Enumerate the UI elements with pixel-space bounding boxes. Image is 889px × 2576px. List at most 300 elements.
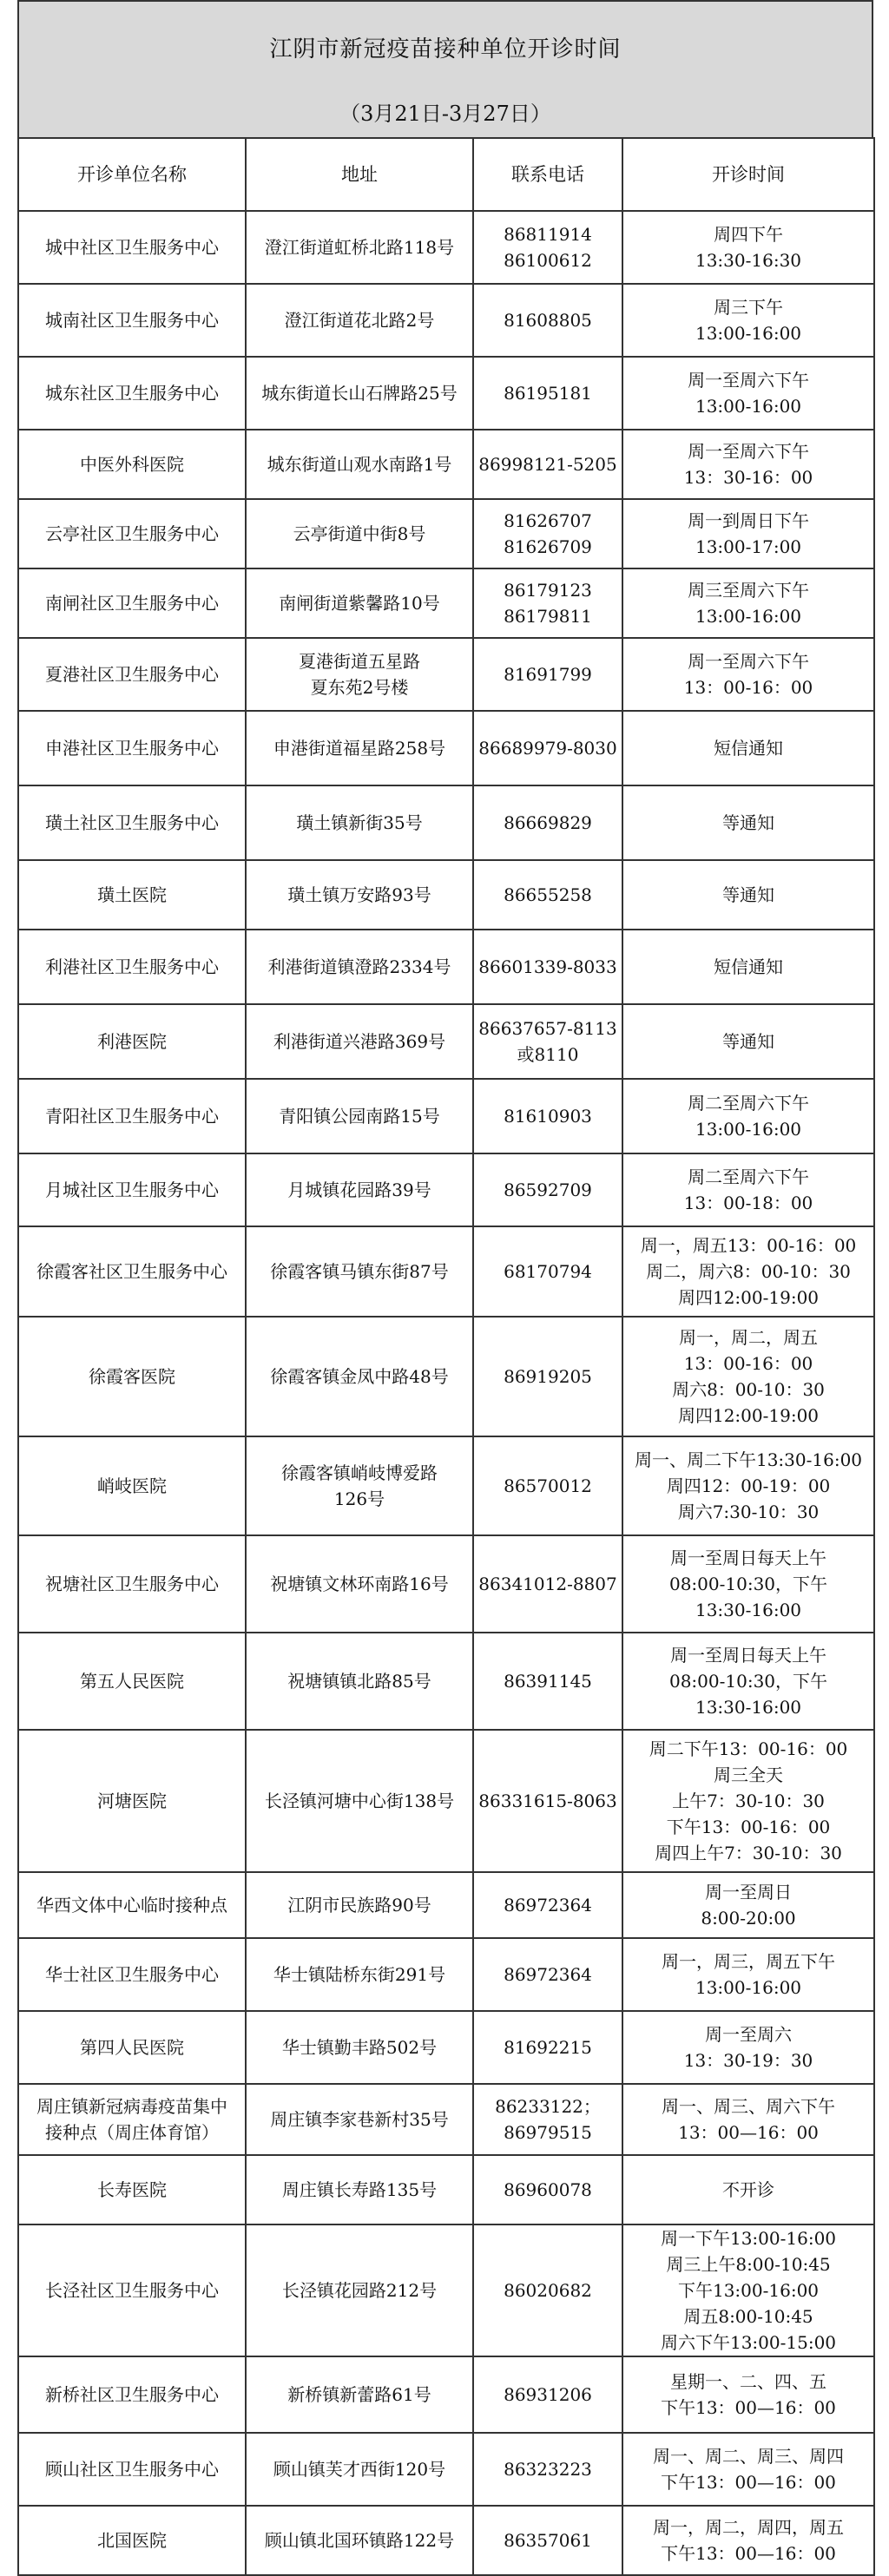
hours-line: 周一到周日下午 [688, 510, 809, 531]
cell-hours [622, 284, 874, 357]
cell-address [246, 1004, 473, 1079]
table-row [18, 711, 874, 785]
hours-line: 13：30-19：30 [683, 2050, 813, 2071]
name-line: 接种点（周庄体育馆） [45, 2122, 219, 2143]
hours-line: 上午7：30-10：30 [672, 1791, 825, 1811]
cell-hours [622, 638, 874, 711]
cell-hours [622, 711, 874, 785]
cell-name [18, 860, 246, 930]
hours-line: 周一、周三、周六下午 [662, 2096, 835, 2117]
phone-line: 86979515 [504, 2122, 592, 2143]
address-line: 顾山镇芙才西街120号 [273, 2459, 446, 2480]
cell-name [18, 1872, 246, 1938]
cell-address [246, 2224, 473, 2356]
address-line: 澄江街道花北路2号 [284, 310, 435, 331]
hours-line: 星期一、二、四、五 [670, 2371, 826, 2392]
cell-name [18, 284, 246, 357]
table-header-row [18, 138, 874, 211]
hours-line: 周一、周二下午13:30-16:00 [634, 1449, 863, 1470]
name-line: 徐霞客社区卫生服务中心 [36, 1261, 227, 1282]
cell-hours [622, 430, 874, 499]
cell-name [18, 1633, 246, 1730]
hours-line: 13：00—16：00 [678, 2122, 819, 2143]
phone-line: 86972364 [504, 1964, 592, 1985]
cell-address [246, 1079, 473, 1153]
hours-line: 下午13：00—16：00 [661, 2543, 836, 2564]
address-line: 长泾镇河塘中心街138号 [264, 1791, 455, 1811]
address-line: 周庄镇李家巷新村35号 [270, 2109, 449, 2130]
cell-address [246, 2506, 473, 2575]
name-line: 利港医院 [97, 1031, 167, 1052]
hours-line: 周四下午 [714, 224, 783, 245]
cell-name [18, 1153, 246, 1226]
table-row [18, 1004, 874, 1079]
hours-line: 不开诊 [722, 2179, 774, 2200]
cell-name [18, 785, 246, 860]
address-line: 祝塘镇文林环南路16号 [270, 1574, 449, 1594]
cell-name [18, 2506, 246, 2575]
cell-hours [622, 1436, 874, 1535]
phone-line: 86669829 [504, 812, 592, 833]
cell-address [246, 499, 473, 568]
name-line: 新桥社区卫生服务中心 [45, 2384, 219, 2405]
phone-line: 86233122； [495, 2096, 601, 2117]
hours-line: 周三全天 [714, 1764, 783, 1785]
address-line: 澄江街道虹桥北路118号 [264, 237, 455, 258]
hours-line: 周五8:00-10:45 [683, 2306, 813, 2327]
cell-phone [473, 2084, 622, 2155]
cell-name [18, 2084, 246, 2155]
cell-phone [473, 568, 622, 638]
address-line: 徐霞客镇峭岐博爱路 [281, 1462, 438, 1483]
address-line: 城东街道长山石牌路25号 [261, 383, 458, 404]
phone-line: 86998121-5205 [478, 454, 617, 475]
hours-line: 等通知 [722, 812, 774, 833]
cell-phone [473, 2224, 622, 2356]
phone-line: 86570012 [504, 1475, 592, 1496]
cell-name [18, 1436, 246, 1535]
hours-line: 下午13：00-16：00 [666, 1817, 831, 1837]
address-line: 祝塘镇镇北路85号 [287, 1671, 431, 1692]
cell-phone [473, 1226, 622, 1317]
cell-hours [622, 1730, 874, 1872]
cell-address [246, 2155, 473, 2224]
table-row [18, 2356, 874, 2433]
cell-name [18, 211, 246, 284]
address-line: 申港街道福星路258号 [273, 738, 446, 759]
hours-line: 周一下午13:00-16:00 [660, 2228, 837, 2249]
hours-line: 下午13：00—16：00 [661, 2397, 836, 2418]
hours-line: 周一，周二，周四，周五 [653, 2517, 844, 2538]
cell-hours [622, 1535, 874, 1633]
cell-hours [622, 1938, 874, 2011]
name-line: 徐霞客医院 [89, 1366, 175, 1387]
cell-hours [622, 1004, 874, 1079]
cell-phone [473, 357, 622, 430]
cell-hours [622, 2011, 874, 2084]
name-line: 城南社区卫生服务中心 [45, 310, 219, 331]
cell-hours [622, 211, 874, 284]
cell-name [18, 1079, 246, 1153]
cell-name [18, 430, 246, 499]
table-row [18, 1730, 874, 1872]
cell-phone [473, 1079, 622, 1153]
cell-address [246, 1633, 473, 1730]
address-line: 云亭街道中街8号 [293, 523, 426, 544]
phone-line: 86341012-8807 [478, 1574, 617, 1594]
phone-line: 81691799 [504, 664, 592, 685]
hours-line: 周三下午 [714, 297, 783, 318]
cell-hours [622, 1226, 874, 1317]
hours-line: 周一至周六下午 [688, 370, 809, 391]
cell-address [246, 1730, 473, 1872]
cell-phone [473, 930, 622, 1004]
phone-line: 86811914 [504, 224, 592, 245]
cell-name [18, 2433, 246, 2506]
phone-line: 81626707 [504, 510, 592, 531]
hours-line: 周二下午13：00-16：00 [649, 1738, 848, 1759]
table-row [18, 1938, 874, 2011]
cell-phone [473, 1153, 622, 1226]
cell-hours [622, 860, 874, 930]
table-row [18, 785, 874, 860]
cell-address [246, 284, 473, 357]
phone-line: 86100612 [504, 250, 592, 271]
cell-hours [622, 1153, 874, 1226]
hours-line: 周六7:30-10：30 [677, 1502, 820, 1522]
phone-line: 68170794 [504, 1261, 592, 1282]
address-line: 长泾镇花园路212号 [281, 2280, 438, 2301]
table-row [18, 1153, 874, 1226]
cell-phone [473, 785, 622, 860]
hours-line: 13:00-16:00 [695, 606, 802, 627]
cell-hours [622, 499, 874, 568]
phone-line: 86179123 [504, 580, 592, 601]
table-row [18, 2011, 874, 2084]
hours-line: 8:00-20:00 [701, 1908, 796, 1929]
cell-name [18, 2011, 246, 2084]
address-line: 城东街道山观水南路1号 [267, 454, 452, 475]
table-row [18, 1436, 874, 1535]
hours-line: 周六8：00-10：30 [672, 1379, 825, 1400]
name-line: 中医外科医院 [80, 454, 184, 475]
phone-line: 86637657-8113 [478, 1018, 617, 1039]
table-row [18, 1872, 874, 1938]
name-line: 申港社区卫生服务中心 [45, 738, 219, 759]
cell-hours [622, 357, 874, 430]
phone-line: 86689979-8030 [478, 738, 617, 759]
cell-phone [473, 499, 622, 568]
page-subtitle: （3月21日-3月27日） [339, 102, 551, 126]
cell-name [18, 1730, 246, 1872]
phone-line: 86195181 [504, 383, 592, 404]
hours-line: 13:30-16:00 [695, 1600, 802, 1620]
header-phone: 联系电话 [473, 138, 622, 211]
hours-line: 13:00-16:00 [695, 396, 802, 417]
name-line: 璜土医院 [97, 884, 167, 905]
phone-line: 86972364 [504, 1895, 592, 1916]
cell-address [246, 785, 473, 860]
name-line: 南闸社区卫生服务中心 [45, 593, 219, 614]
table-row [18, 1633, 874, 1730]
name-line: 祝塘社区卫生服务中心 [45, 1574, 219, 1594]
cell-address [246, 638, 473, 711]
address-line: 徐霞客镇金凤中路48号 [270, 1366, 449, 1387]
hours-line: 周一至周日每天上午 [670, 1548, 826, 1568]
cell-hours [622, 2155, 874, 2224]
address-line: 周庄镇长寿路135号 [281, 2179, 438, 2200]
cell-address [246, 1436, 473, 1535]
phone-line: 86655258 [504, 884, 592, 905]
name-line: 华西文体中心临时接种点 [36, 1895, 227, 1916]
address-line: 利港街道兴港路369号 [273, 1031, 446, 1052]
address-line: 华士镇陆桥东街291号 [273, 1964, 446, 1985]
cell-phone [473, 2433, 622, 2506]
table-row [18, 2224, 874, 2356]
hours-line: 周六下午13:00-15:00 [660, 2332, 837, 2353]
cell-name [18, 638, 246, 711]
cell-hours [622, 1633, 874, 1730]
phone-line: 86601339-8033 [478, 956, 617, 977]
address-line: 徐霞客镇马镇东街87号 [270, 1261, 449, 1282]
cell-hours [622, 1317, 874, 1436]
table-row [18, 930, 874, 1004]
name-line: 第五人民医院 [80, 1671, 184, 1692]
table-row [18, 860, 874, 930]
cell-address [246, 1938, 473, 2011]
cell-address [246, 860, 473, 930]
hours-line: 周二，周六8：00-10：30 [646, 1261, 851, 1282]
phone-line: 86179811 [504, 606, 592, 627]
hours-line: 周三至周六下午 [688, 580, 809, 601]
cell-phone [473, 2011, 622, 2084]
cell-address [246, 2011, 473, 2084]
cell-phone [473, 1730, 622, 1872]
address-line: 夏东苑2号楼 [310, 677, 409, 698]
title-banner [17, 0, 873, 137]
cell-name [18, 499, 246, 568]
table-row [18, 430, 874, 499]
page-title: 江阴市新冠疫苗接种单位开诊时间 [269, 36, 622, 62]
phone-line: 86960078 [504, 2179, 592, 2200]
header-hours: 开诊时间 [622, 138, 874, 211]
hours-line: 周一至周日 [705, 1882, 792, 1902]
hours-line: 周四12：00-19：00 [666, 1475, 831, 1496]
table-row [18, 357, 874, 430]
cell-name [18, 568, 246, 638]
hours-line: 周四12:00-19:00 [677, 1287, 820, 1308]
hours-line: 周一至周六 [705, 2024, 792, 2045]
cell-phone [473, 860, 622, 930]
name-line: 华士社区卫生服务中心 [45, 1964, 219, 1985]
table-row [18, 2506, 874, 2575]
table-row [18, 2155, 874, 2224]
phone-line: 81608805 [504, 310, 592, 331]
cell-hours [622, 2506, 874, 2575]
cell-address [246, 711, 473, 785]
table-row [18, 568, 874, 638]
cell-hours [622, 2084, 874, 2155]
hours-line: 等通知 [722, 884, 774, 905]
cell-name [18, 1938, 246, 2011]
table-row [18, 2084, 874, 2155]
hours-line: 周一至周日每天上午 [670, 1645, 826, 1666]
cell-hours [622, 1872, 874, 1938]
cell-name [18, 1226, 246, 1317]
cell-name [18, 930, 246, 1004]
phone-line: 86020682 [504, 2280, 592, 2301]
hours-line: 周一，周五13：00-16：00 [640, 1235, 857, 1256]
cell-phone [473, 1633, 622, 1730]
cell-hours [622, 1079, 874, 1153]
cell-phone [473, 1535, 622, 1633]
hours-line: 13:00-16:00 [695, 1119, 802, 1140]
cell-phone [473, 1872, 622, 1938]
name-line: 第四人民医院 [80, 2037, 184, 2058]
clinic-schedule-table [17, 137, 875, 2576]
cell-name [18, 1317, 246, 1436]
cell-address [246, 430, 473, 499]
cell-phone [473, 2506, 622, 2575]
cell-phone [473, 2155, 622, 2224]
hours-line: 周一至周六下午 [688, 441, 809, 462]
cell-address [246, 568, 473, 638]
cell-phone [473, 638, 622, 711]
cell-phone [473, 430, 622, 499]
cell-address [246, 1153, 473, 1226]
name-line: 长寿医院 [97, 2179, 167, 2200]
hours-line: 13:30-16:30 [695, 250, 802, 271]
name-line: 璜土社区卫生服务中心 [45, 812, 219, 833]
phone-line: 81610903 [504, 1106, 592, 1127]
cell-phone [473, 211, 622, 284]
cell-name [18, 2224, 246, 2356]
cell-phone [473, 711, 622, 785]
address-line: 江阴市民族路90号 [287, 1895, 431, 1916]
hours-line: 下午13:00-16:00 [677, 2280, 820, 2301]
table-row [18, 1079, 874, 1153]
cell-hours [622, 785, 874, 860]
cell-name [18, 1004, 246, 1079]
address-line: 126号 [333, 1488, 385, 1509]
cell-name [18, 2155, 246, 2224]
address-line: 新桥镇新蕾路61号 [287, 2384, 431, 2405]
phone-line: 86357061 [504, 2530, 592, 2551]
cell-address [246, 1317, 473, 1436]
cell-hours [622, 2433, 874, 2506]
phone-line: 86919205 [504, 1366, 592, 1387]
hours-line: 13：30-16：00 [683, 467, 813, 488]
hours-line: 周一，周三，周五下午 [662, 1951, 835, 1972]
cell-address [246, 211, 473, 284]
table-row [18, 499, 874, 568]
hours-line: 13：00-16：00 [683, 677, 813, 698]
address-line: 青阳镇公园南路15号 [279, 1106, 440, 1127]
phone-line: 86331615-8063 [478, 1791, 617, 1811]
phone-line: 86391145 [504, 1671, 592, 1692]
cell-address [246, 1535, 473, 1633]
cell-address [246, 930, 473, 1004]
hours-line: 08:00-10:30，下午 [668, 1671, 828, 1692]
hours-line: 周一至周六下午 [688, 651, 809, 672]
hours-line: 等通知 [722, 1031, 774, 1052]
cell-phone [473, 1004, 622, 1079]
name-line: 月城社区卫生服务中心 [45, 1180, 219, 1200]
table-row [18, 1226, 874, 1317]
hours-line: 下午13：00—16：00 [661, 2472, 836, 2493]
table-row [18, 2433, 874, 2506]
hours-line: 周一、周二、周三、周四 [653, 2446, 844, 2467]
hours-line: 周四12:00-19:00 [677, 1405, 820, 1426]
phone-line: 86592709 [504, 1180, 592, 1200]
cell-phone [473, 1436, 622, 1535]
hours-line: 13：00-16：00 [683, 1353, 813, 1374]
hours-line: 周二至周六下午 [688, 1166, 809, 1187]
hours-line: 13:00-17:00 [695, 536, 802, 557]
hours-line: 短信通知 [714, 956, 783, 977]
table-row [18, 1535, 874, 1633]
cell-hours [622, 930, 874, 1004]
address-line: 顾山镇北国环镇路122号 [264, 2530, 455, 2551]
cell-address [246, 1872, 473, 1938]
cell-hours [622, 2356, 874, 2433]
address-line: 璜土镇万安路93号 [287, 884, 431, 905]
address-line: 利港街道镇澄路2334号 [267, 956, 451, 977]
hours-line: 周一，周二，周五 [679, 1327, 818, 1348]
cell-name [18, 711, 246, 785]
address-line: 夏港街道五星路 [299, 651, 420, 672]
name-line: 城中社区卫生服务中心 [45, 237, 219, 258]
address-line: 璜土镇新街35号 [296, 812, 423, 833]
cell-hours [622, 568, 874, 638]
cell-phone [473, 284, 622, 357]
cell-hours [622, 2224, 874, 2356]
hours-line: 短信通知 [714, 738, 783, 759]
cell-name [18, 357, 246, 430]
phone-line: 81692215 [504, 2037, 592, 2058]
name-line: 夏港社区卫生服务中心 [45, 664, 219, 685]
header-unit-name: 开诊单位名称 [18, 138, 246, 211]
cell-address [246, 2356, 473, 2433]
cell-phone [473, 1317, 622, 1436]
address-line: 华士镇勤丰路502号 [281, 2037, 438, 2058]
name-line: 峭岐医院 [97, 1475, 167, 1496]
hours-line: 13:00-16:00 [695, 323, 802, 344]
cell-address [246, 2084, 473, 2155]
hours-line: 13:00-16:00 [695, 1977, 802, 1998]
cell-name [18, 2356, 246, 2433]
hours-line: 08:00-10:30，下午 [668, 1574, 828, 1594]
address-line: 月城镇花园路39号 [287, 1180, 431, 1200]
schedule-sheet [17, 0, 873, 2576]
name-line: 利港社区卫生服务中心 [45, 956, 219, 977]
name-line: 河塘医院 [97, 1791, 167, 1811]
cell-address [246, 357, 473, 430]
name-line: 北国医院 [97, 2530, 167, 2551]
name-line: 长泾社区卫生服务中心 [45, 2280, 219, 2301]
hours-line: 13：00-18：00 [683, 1193, 813, 1213]
table-row [18, 638, 874, 711]
cell-address [246, 1226, 473, 1317]
header-address: 地址 [246, 138, 473, 211]
phone-line: 86931206 [504, 2384, 592, 2405]
name-line: 青阳社区卫生服务中心 [45, 1106, 219, 1127]
hours-line: 周二至周六下午 [688, 1093, 809, 1114]
table-row [18, 284, 874, 357]
hours-line: 13:30-16:00 [695, 1697, 802, 1718]
address-line: 南闸街道紫馨路10号 [279, 593, 440, 614]
cell-name [18, 1535, 246, 1633]
